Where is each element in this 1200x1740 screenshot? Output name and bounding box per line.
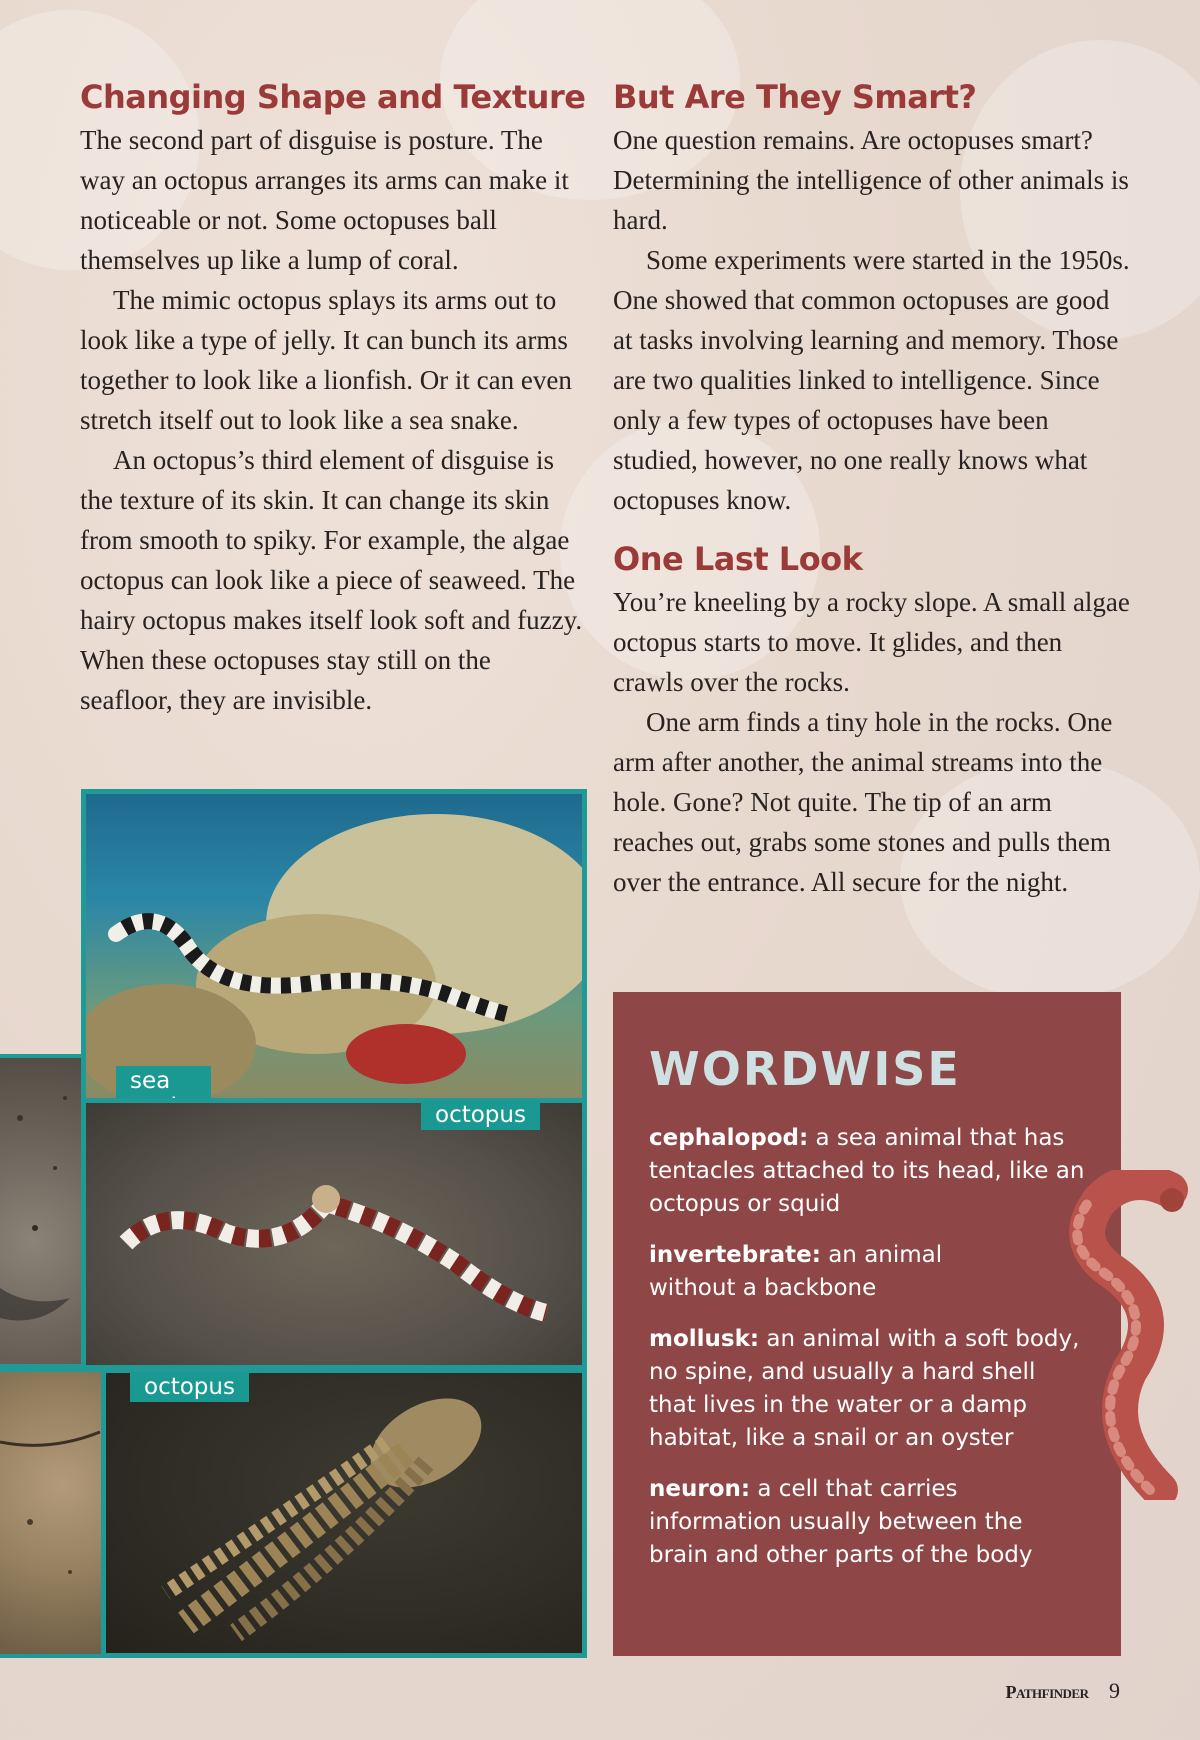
magazine-brand: Pathfinder	[1005, 1682, 1089, 1702]
glossary-term: mollusk:	[649, 1326, 760, 1352]
octopus-illustration	[86, 1103, 582, 1365]
octopus-illustration	[106, 1373, 582, 1653]
paragraph: You’re kneeling by a rocky slope. A small algae octopus starts to move. It glides, and then crawls over the rocks.	[613, 587, 1130, 697]
paragraph: Some experiments were started in the 1950s. One showed that common octopuses are good at tasks involving learning and memory. Those are two qualities linked to intelligence. Since only a few types of octopuses have been studied, however, no one really knows what octopuses know.	[613, 245, 1130, 515]
paragraph: The mimic octopus splays its arms out to look like a type of jelly. It can bunch its arms together to look like a lionfish. Or it can even stretch itself out to look like a sea snake.	[80, 285, 572, 435]
paragraph: An octopus’s third element of disguise is the texture of its skin. It can change its skin from smooth to spiky. For example, the algae octopus can look like a piece of seaweed. The hairy octopus makes itself look soft and fuzzy. When these octopuses stay still on the seafloor, they are invisible.	[80, 445, 583, 715]
sea-snake-illustration	[86, 794, 582, 1098]
glossary-definition: an animal without a backbone	[649, 1242, 943, 1301]
caption-octopus-1: octopus	[421, 1100, 540, 1130]
glossary-entry	[649, 1239, 1085, 1305]
photo-sea-snake	[81, 789, 587, 1103]
glossary-entry	[649, 1122, 1085, 1221]
glossary-entry	[649, 1323, 1085, 1455]
glossary-term: cephalopod:	[649, 1125, 809, 1151]
paragraph: One question remains. Are octopuses smart? Determining the intelligence of other animals is hard.	[613, 125, 1129, 235]
section-heading-smart: But Are They Smart?	[613, 78, 977, 116]
photo-sand-strip-bottom	[0, 1368, 106, 1658]
glossary-term: neuron:	[649, 1476, 751, 1502]
tentacle-illustration	[1040, 1170, 1200, 1500]
glossary-definition: a cell that carries information usually between the brain and other parts of the body	[649, 1476, 1033, 1568]
right-column	[613, 78, 1133, 902]
paragraph: One arm finds a tiny hole in the rocks. One arm after another, the animal streams into the hole. Gone? Not quite. The tip of an arm reaches out, grabs some stones and pulls them over the entrance. All secure for the night.	[613, 707, 1113, 897]
section-heading-shape-texture: Changing Shape and Texture	[80, 78, 586, 116]
page-footer	[1005, 1678, 1120, 1704]
photo-octopus-mimic	[81, 1098, 587, 1370]
glossary-entry	[649, 1473, 1085, 1572]
section-heading-last-look: One Last Look	[613, 540, 863, 578]
glossary-definition: an animal with a soft body, no spine, and usually a hard shell that lives in the water or a damp habitat, like a snail or an oyster	[649, 1326, 1080, 1451]
glossary-term: invertebrate:	[649, 1242, 821, 1268]
sand-texture	[0, 1372, 106, 1658]
paragraph: The second part of disguise is posture. The way an octopus arranges its arms can make it noticeable or not. Some octopuses ball themselves up like a lump of coral.	[80, 125, 569, 275]
caption-octopus-2: octopus	[130, 1372, 249, 1402]
photo-sand-strip-top	[0, 1054, 86, 1368]
sand-texture	[0, 1058, 86, 1368]
wordwise-title: WORDWISE	[649, 1042, 961, 1096]
glossary-definition: a sea animal that has tentacles attached to its head, like an octopus or squid	[649, 1125, 1085, 1217]
page-number: 9	[1109, 1678, 1120, 1703]
caption-sea-snake: sea	[116, 1066, 211, 1122]
left-column	[80, 78, 590, 720]
photo-octopus-sand	[101, 1368, 587, 1658]
